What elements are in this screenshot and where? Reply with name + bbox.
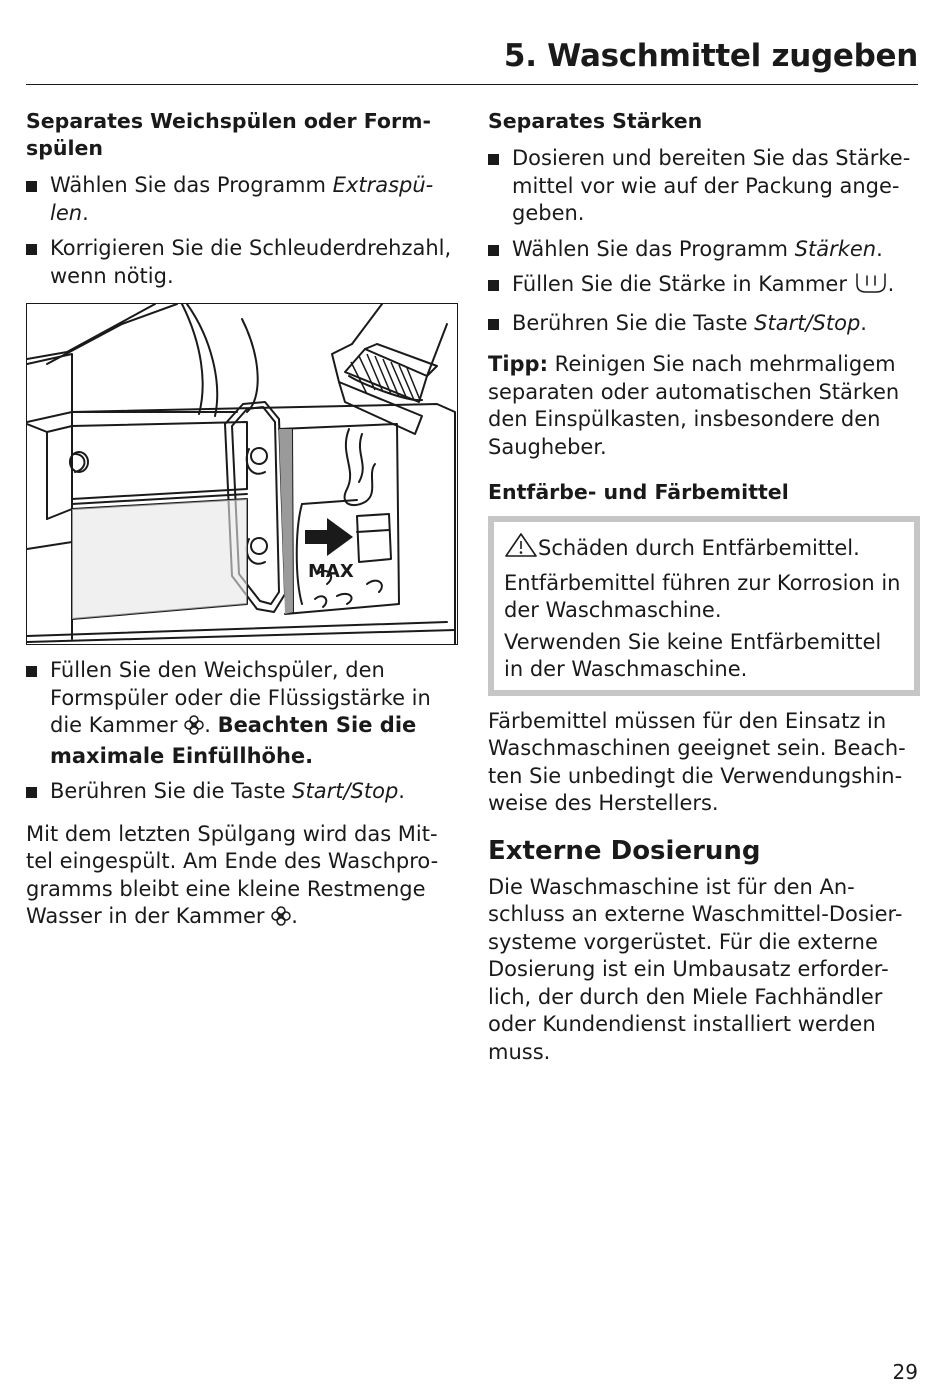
list-item: Dosieren und bereiten Sie das Stärke-mittel vor wie auf der Packung ange-geben. (488, 145, 920, 228)
warning-title: Schäden durch Entfärbemittel. (504, 532, 904, 566)
list-item: Füllen Sie den Weichspüler, den Formspüler oder die Flüssigstärke in die Kammer . Beachten Sie die maximale Einfüllhöhe. (26, 657, 460, 770)
list-item: Berühren Sie die Taste Start/Stop. (26, 778, 460, 806)
tip-label: Tipp: (488, 352, 548, 376)
dispenser-drawing (27, 304, 457, 644)
page-number: 29 (892, 1360, 918, 1384)
paragraph: Die Waschmaschine ist für den An-schluss an externe Waschmittel-Dosier-systeme vorgerüstet. Für die externe Dosierung ist ein Umbausatz erforder-lich, der durch den Miele Fachhändler oder Kundendienst installiert werden muss. (488, 874, 903, 1064)
flower-icon (184, 715, 204, 743)
section-heading-starch: Separates Stärken (488, 109, 703, 133)
max-level-label: MAX (308, 561, 354, 582)
list-item: Wählen Sie das Programm Extraspü-len. (26, 172, 460, 227)
dispenser-illustration (26, 303, 458, 645)
flower-icon (271, 906, 291, 934)
list-item: Korrigieren Sie die Schleuderdrehzahl, wenn nötig. (26, 235, 460, 290)
starch-compartment-icon (854, 272, 888, 302)
chapter-title: 5. Waschmittel zugeben (503, 38, 918, 74)
paragraph: Färbemittel müssen für den Einsatz in Waschmaschinen geeignet sein. Beach-ten Sie unbedingt die Verwendungshin-weise des Herstellers. (488, 708, 906, 815)
tip-paragraph: Tipp: Reinigen Sie nach mehrmaligem separaten oder automatischen Stärken den Einspülkasten, insbesondere den Saugheber. (488, 352, 900, 459)
section-heading-softener: Separates Weichspülen oder Form-spülen (26, 109, 431, 160)
section-heading-external: Externe Dosierung (488, 835, 761, 866)
list-item: Füllen Sie die Stärke in Kammer . (488, 271, 920, 302)
right-column (488, 108, 920, 1066)
warning-box (488, 516, 920, 696)
paragraph: Mit dem letzten Spülgang wird das Mit-tel eingespült. Am Ende des Waschpro-gramms bleibt eine kleine Restmenge Wasser in der Kammer . (26, 821, 460, 934)
section-heading-dye: Entfärbe- und Färbemittel (488, 480, 789, 504)
header-rule (26, 84, 918, 85)
warning-triangle-icon (504, 532, 538, 566)
warning-text: Entfärbemittel führen zur Korrosion in der Waschmaschine. (504, 570, 901, 622)
list-item: Berühren Sie die Taste Start/Stop. (488, 310, 920, 338)
list-item: Wählen Sie das Programm Stärken. (488, 236, 920, 264)
warning-text: Verwenden Sie keine Entfärbemittel in der Waschmaschine. (504, 629, 882, 681)
left-column (26, 108, 460, 934)
